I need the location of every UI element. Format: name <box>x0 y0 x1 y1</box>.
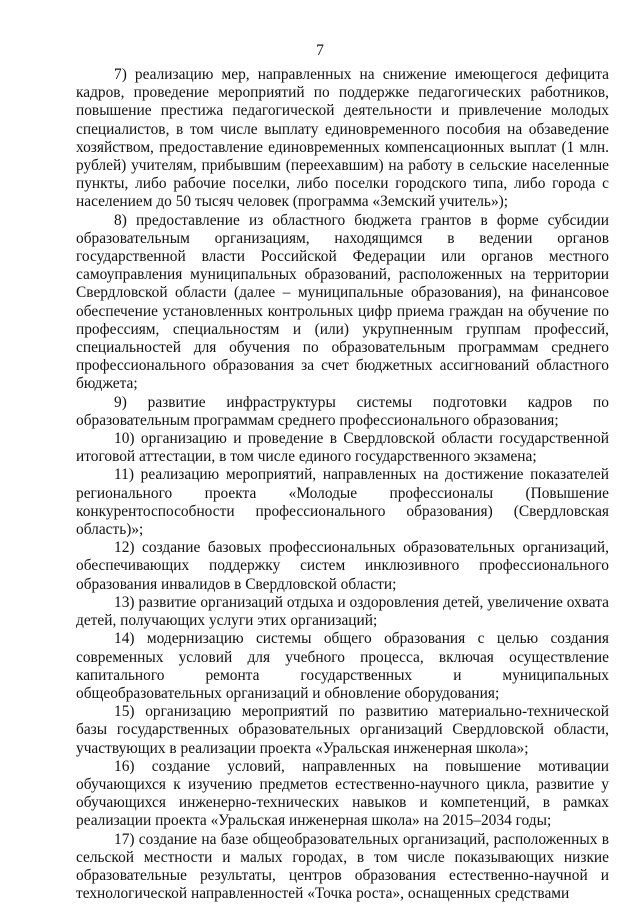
list-item-14: 14) модернизацию системы общего образования с целью создания современных условий для учебного процесса, включая осуществление капитального ремонта государственных и муниципальных общеобразовательных организаций и обновление оборудования; <box>76 630 609 702</box>
list-item-8: 8) предоставление из областного бюджета грантов в форме субсидии образовательным организациям, находящимся в ведении органов государственной власти Российской Федерации или органов местного самоуправления муниципальных образований, расположенных на территории Свердловской области (далее – муниципальные образования), на финансовое обеспечение установленных контрольных цифр приема граждан на обучение по профессиям, специальностям и (или) укрупненным группам профессий, специальностей для обучения по образовательным программам среднего профессионального образования за счет бюджетных ассигнований областного бюджета; <box>76 211 609 393</box>
list-item-12: 12) создание базовых профессиональных образовательных организаций, обеспечивающих поддержку систем инклюзивного профессионального образования инвалидов в Свердловской области; <box>76 539 609 593</box>
page-number: 7 <box>316 42 324 59</box>
list-item-7: 7) реализацию мер, направленных на снижение имеющегося дефицита кадров, проведение мероприятий по поддержке педагогических работников, повышение престижа педагогической деятельности и привлечение молодых специалистов, в том числе выплату единовременного пособия на обзаведение хозяйством, предоставление единовременных компенсационных выплат (1 млн. рублей) учителям, прибывшим (переехавшим) на работу в сельские населенные пункты, либо рабочие поселки, либо поселки городского типа, либо города с населением до 50 тысяч человек (программа «Земский учитель»); <box>76 66 609 211</box>
list-item-15: 15) организацию мероприятий по развитию материально-технической базы государственных образовательных организаций Свердловской области, участвующих в реализации проекта «Уральская инженерная школа»; <box>76 703 609 757</box>
list-item-11: 11) реализацию мероприятий, направленных на достижение показателей регионального проекта «Молодые профессионалы (Повышение конкурентоспособности профессионального образования) (Свердловская область)»; <box>76 466 609 539</box>
list-item-16: 16) создание условий, направленных на повышение мотивации обучающихся к изучению предметов естественно-научного цикла, развитие у обучающихся инженерно-технических навыков и компетенций, в рамках реализации проекта «Уральская инженерная школа» на 2015–2034 годы; <box>76 757 609 830</box>
list-item-10: 10) организацию и проведение в Свердловской области государственной итоговой аттестации, в том числе единого государственного экзамена; <box>76 430 609 466</box>
list-item-13: 13) развитие организаций отдыха и оздоровления детей, увеличение охвата детей, получающих услуги этих организаций; <box>76 593 609 630</box>
list-item-9: 9) развитие инфраструктуры системы подготовки кадров по образовательным программам среднего профессионального образования; <box>76 393 609 429</box>
document-body <box>76 66 609 903</box>
list-item-17: 17) создание на базе общеобразовательных организаций, расположенных в сельской местности и малых городах, в том числе показывающих низкие образовательные результаты, центров образования естественно-научной и технологической направленностей «Точка роста», оснащенных средствами <box>76 830 609 903</box>
